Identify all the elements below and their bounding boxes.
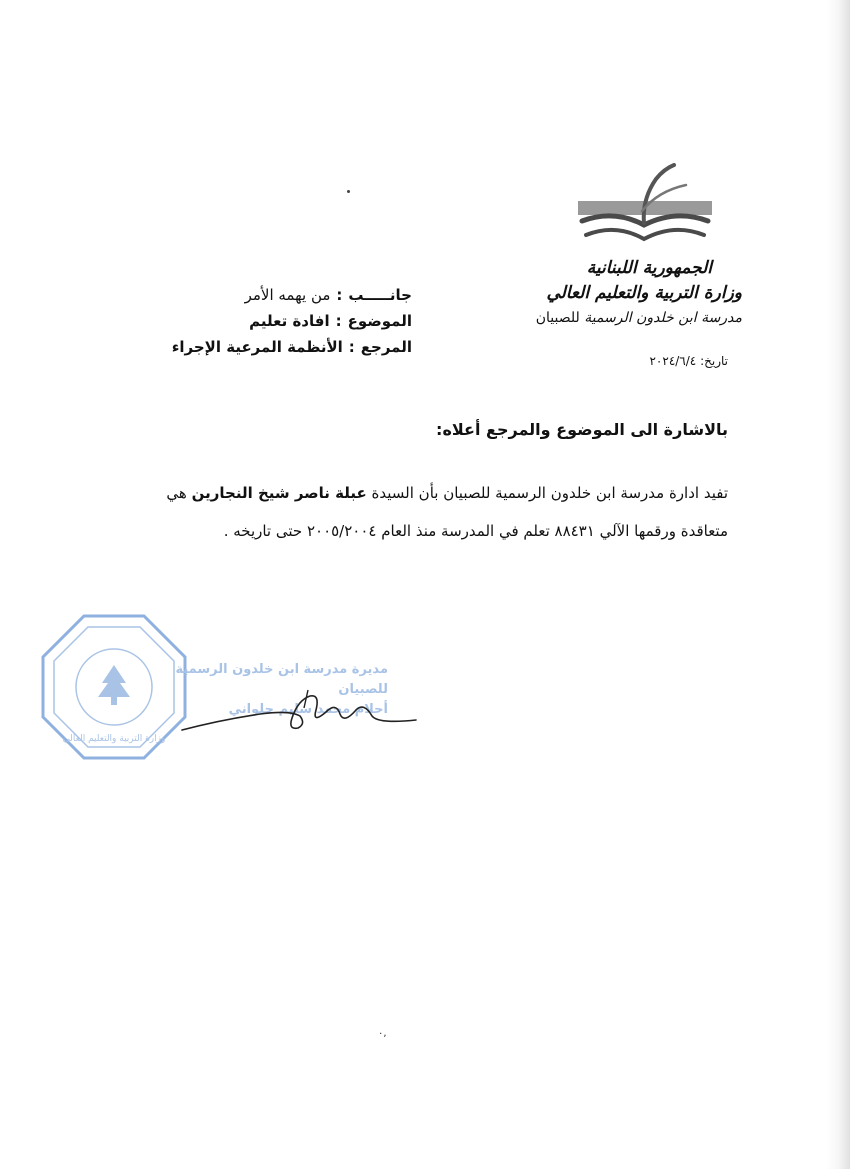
- seal-text: وزارة التربية والتعليم العالي: [62, 734, 166, 744]
- signature-icon: [180, 680, 420, 740]
- letter-heading: بالاشارة الى الموضوع والمرجع أعلاه:: [436, 420, 728, 439]
- subject-row: [172, 308, 412, 334]
- official-seal-icon: [40, 613, 188, 761]
- person-name: عبلة ناصر شيخ النجارين: [191, 484, 367, 502]
- stamp-title-line-1: مديرة مدرسة ابن خلدون الرسمية: [175, 662, 388, 677]
- date-label: تاريخ:: [700, 354, 728, 368]
- subject-label: الموضوع: [347, 312, 412, 330]
- reference-value: الأنظمة المرعية الإجراء: [171, 338, 343, 356]
- letter-date: [649, 354, 728, 368]
- stamp-title-line-2: للصبيان: [338, 682, 388, 697]
- subject-value: افادة تعليم: [249, 312, 330, 330]
- school-name: [442, 306, 742, 330]
- subject-separator: :: [335, 312, 342, 330]
- addressee-label: جانـــــب: [348, 286, 412, 304]
- body-line-1: [166, 484, 728, 502]
- letterhead: [442, 256, 742, 330]
- reference-separator: :: [348, 338, 355, 356]
- school-name-suffix: للصبيان: [535, 310, 580, 326]
- reference-row: [172, 334, 412, 360]
- ministry-logo-icon: [578, 163, 712, 249]
- body-line-2: متعاقدة ورقمها الآلي ٨٨٤٣١ تعلم في المدرسة منذ العام ٢٠٠٥/٢٠٠٤ حتى تاريخه .: [223, 522, 728, 540]
- scan-speck: [347, 190, 350, 193]
- date-value: ٢٠٢٤/٦/٤: [649, 354, 697, 368]
- stamp-name: أحلام محمد سليم حلواني: [228, 702, 388, 717]
- republic-title: الجمهورية اللبنانية: [586, 258, 712, 278]
- letter-meta: [172, 282, 412, 360]
- scan-edge-shadow: [826, 0, 850, 1169]
- body-line-1-suffix: هي: [166, 484, 187, 502]
- footer-mark: ٠,: [378, 1028, 387, 1039]
- addressee-separator: :: [336, 286, 343, 304]
- addressee-row: [172, 282, 412, 308]
- school-name-main: مدرسة ابن خلدون الرسمية: [584, 310, 742, 326]
- ministry-title: وزارة التربية والتعليم العالي: [546, 283, 742, 303]
- reference-label: المرجع: [360, 338, 412, 356]
- body-line-1-prefix: تفيد ادارة مدرسة ابن خلدون الرسمية للصبيان بأن السيدة: [371, 484, 728, 502]
- addressee-value: من يهمه الأمر: [244, 286, 331, 304]
